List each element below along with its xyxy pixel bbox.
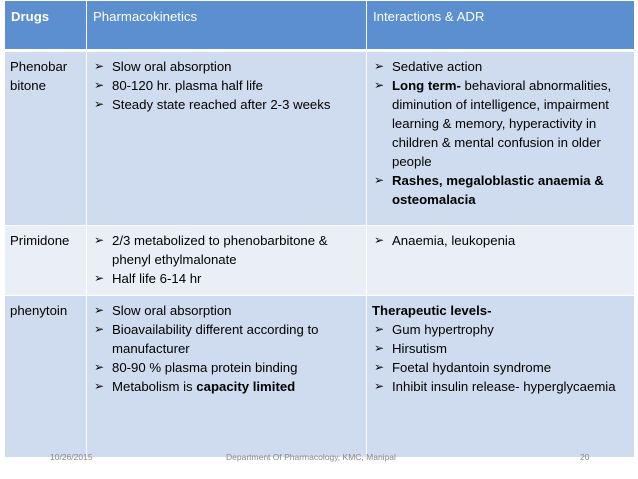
arrow-bullet-icon: ➢: [374, 341, 385, 355]
list-item: ➢ Long term- behavioral abnormalities, diminution of intelligence, impairment learning & memory, hyperactivity in children & mental confusion in older people: [374, 78, 612, 169]
table-header-row: [5, 1, 635, 51]
list-item: ➢ Anaemia, leukopenia: [374, 233, 516, 248]
pharmacokinetics-cell: [87, 226, 367, 296]
footer-page-number: 20: [580, 452, 590, 462]
list-item: ➢ Foetal hydantoin syndrome: [374, 360, 552, 375]
arrow-bullet-icon: ➢: [94, 59, 105, 73]
drug-name-cell: Phenobar bitone: [5, 51, 87, 226]
header-pharmacokinetics: Pharmacokinetics: [87, 1, 367, 51]
arrow-bullet-icon: ➢: [94, 233, 105, 247]
interactions-cell: [367, 226, 635, 296]
table-row: [5, 51, 635, 226]
arrow-bullet-icon: ➢: [94, 322, 105, 336]
table-row: [5, 226, 635, 296]
arrow-bullet-icon: ➢: [94, 360, 105, 374]
drug-table: [4, 0, 635, 458]
list-item: ➢ Rashes, megaloblastic anaemia & osteomalacia: [374, 173, 604, 207]
header-interactions-adr: Interactions & ADR: [367, 1, 635, 51]
footer-date: 10/26/2015: [50, 452, 93, 462]
arrow-bullet-icon: ➢: [94, 271, 105, 285]
interactions-cell: [367, 296, 635, 458]
list-item: ➢ Hirsutism: [374, 341, 447, 356]
list-item: ➢ Slow oral absorption: [94, 59, 232, 74]
interactions-list: [372, 57, 629, 209]
list-item: ➢ Sedative action: [374, 59, 483, 74]
pharmacokinetics-cell: [87, 296, 367, 458]
drug-name-cell: Primidone: [5, 226, 87, 296]
arrow-bullet-icon: ➢: [374, 322, 385, 336]
list-item: ➢ 2/3 metabolized to phenobarbitone & phenyl ethylmalonate: [94, 233, 328, 267]
list-item: ➢ Metabolism is capacity limited: [94, 379, 296, 394]
list-item: ➢ Half life 6-14 hr: [94, 271, 202, 286]
list-item: ➢ 80-90 % plasma protein binding: [94, 360, 298, 375]
arrow-bullet-icon: ➢: [94, 78, 105, 92]
list-item: ➢ Steady state reached after 2-3 weeks: [94, 97, 331, 112]
list-item: ➢ 80-120 hr. plasma half life: [94, 78, 264, 93]
list-item: ➢ Slow oral absorption: [94, 303, 232, 318]
arrow-bullet-icon: ➢: [374, 59, 385, 73]
arrow-bullet-icon: ➢: [374, 78, 385, 92]
interactions-list: [372, 231, 629, 250]
drug-name-cell: phenytoin: [5, 296, 87, 458]
list-item: ➢ Gum hypertrophy: [374, 322, 494, 337]
interactions-list: [372, 320, 629, 396]
arrow-bullet-icon: ➢: [94, 379, 105, 393]
list-item: ➢ Bioavailability different according to manufacturer: [94, 322, 319, 356]
pharmacokinetics-cell: [87, 51, 367, 226]
list-item: ➢ Inhibit insulin release- hyperglycaemia: [374, 379, 616, 394]
arrow-bullet-icon: ➢: [94, 97, 105, 111]
pharmacokinetics-list: [92, 301, 361, 396]
arrow-bullet-icon: ➢: [374, 173, 385, 187]
slide-footer: [0, 452, 638, 466]
interactions-cell: [367, 51, 635, 226]
footer-department: Department Of Pharmacology, KMC, Manipal: [226, 452, 396, 462]
table-row: [5, 296, 635, 458]
header-drugs: Drugs: [5, 1, 87, 51]
arrow-bullet-icon: ➢: [94, 303, 105, 317]
therapeutic-levels-heading: Therapeutic levels-: [372, 303, 492, 318]
arrow-bullet-icon: ➢: [374, 379, 385, 393]
arrow-bullet-icon: ➢: [374, 233, 385, 247]
pharmacokinetics-list: [92, 231, 361, 288]
arrow-bullet-icon: ➢: [374, 360, 385, 374]
pharmacokinetics-list: [92, 57, 361, 114]
